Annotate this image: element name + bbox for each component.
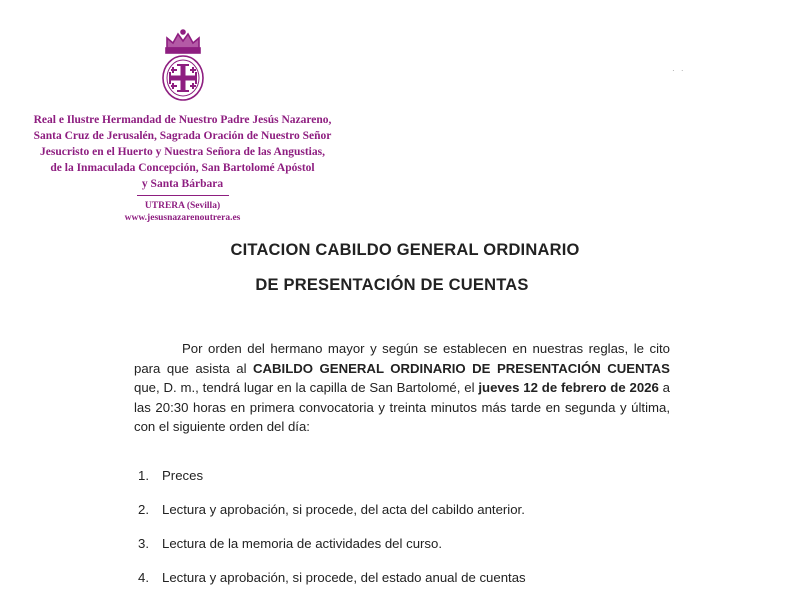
agenda-item-number: 2.: [138, 502, 149, 517]
agenda-item-text: Lectura y aprobación, si procede, del estado anual de cuentas: [162, 570, 526, 585]
agenda-item-text: Preces: [162, 468, 204, 483]
document-title-line1: CITACION CABILDO GENERAL ORDINARIO: [230, 241, 580, 259]
crowned-cross-emblem-icon: [155, 28, 211, 104]
agenda-item-number: 3.: [138, 536, 149, 551]
agenda-item: [138, 569, 698, 603]
brotherhood-line: Jesucristo en el Huerto y Nuestra Señora de las Angustias,: [40, 146, 325, 158]
website-link[interactable]: www.jesusnazarenoutrera.es: [124, 213, 241, 223]
paragraph-text: que, D. m., tendrá lugar en la capilla de San Bartolomé, el: [134, 380, 479, 395]
letterhead-divider: [137, 195, 229, 196]
letterhead: [30, 28, 335, 224]
paragraph-text: Por orden del hermano mayor y según se establecen en nuestras reglas, le cito para que asista al: [134, 341, 670, 376]
document-title-line2: DE PRESENTACIÓN DE CUENTAS: [255, 276, 529, 294]
scan-artifact: · ·: [672, 66, 686, 75]
agenda-item-number: 1.: [138, 468, 149, 483]
agenda-item: [138, 501, 698, 535]
agenda-item: [138, 467, 698, 501]
brotherhood-line: de la Inmaculada Concepción, San Bartolomé Apóstol: [50, 162, 315, 174]
agenda-item: [138, 535, 698, 569]
paragraph-bold-text: jueves 12 de febrero de 2026: [478, 380, 659, 395]
paragraph-text: a las 20:30 horas en primera convocatoria y treinta minutos más tarde en segunda y última, con el siguiente orden del día:: [134, 380, 670, 434]
agenda-item-text: Lectura de la memoria de actividades del curso.: [162, 536, 443, 551]
paragraph-bold-text: CABILDO GENERAL ORDINARIO DE PRESENTACIÓN CUENTAS: [252, 360, 670, 376]
agenda-item-text: Lectura y aprobación, si procede, del acta del cabildo anterior.: [162, 502, 525, 517]
agenda-list: [138, 467, 698, 603]
brotherhood-line: Real e Ilustre Hermandad de Nuestro Padre Jesús Nazareno,: [33, 114, 332, 126]
brotherhood-line: y Santa Bárbara: [141, 178, 224, 190]
brotherhood-name: [30, 112, 335, 192]
brotherhood-line: Santa Cruz de Jerusalén, Sagrada Oración de Nuestro Señor: [33, 130, 332, 142]
citation-paragraph: [134, 339, 670, 437]
agenda-item-number: 4.: [138, 570, 149, 585]
town-label: UTRERA (Sevilla): [144, 201, 221, 211]
